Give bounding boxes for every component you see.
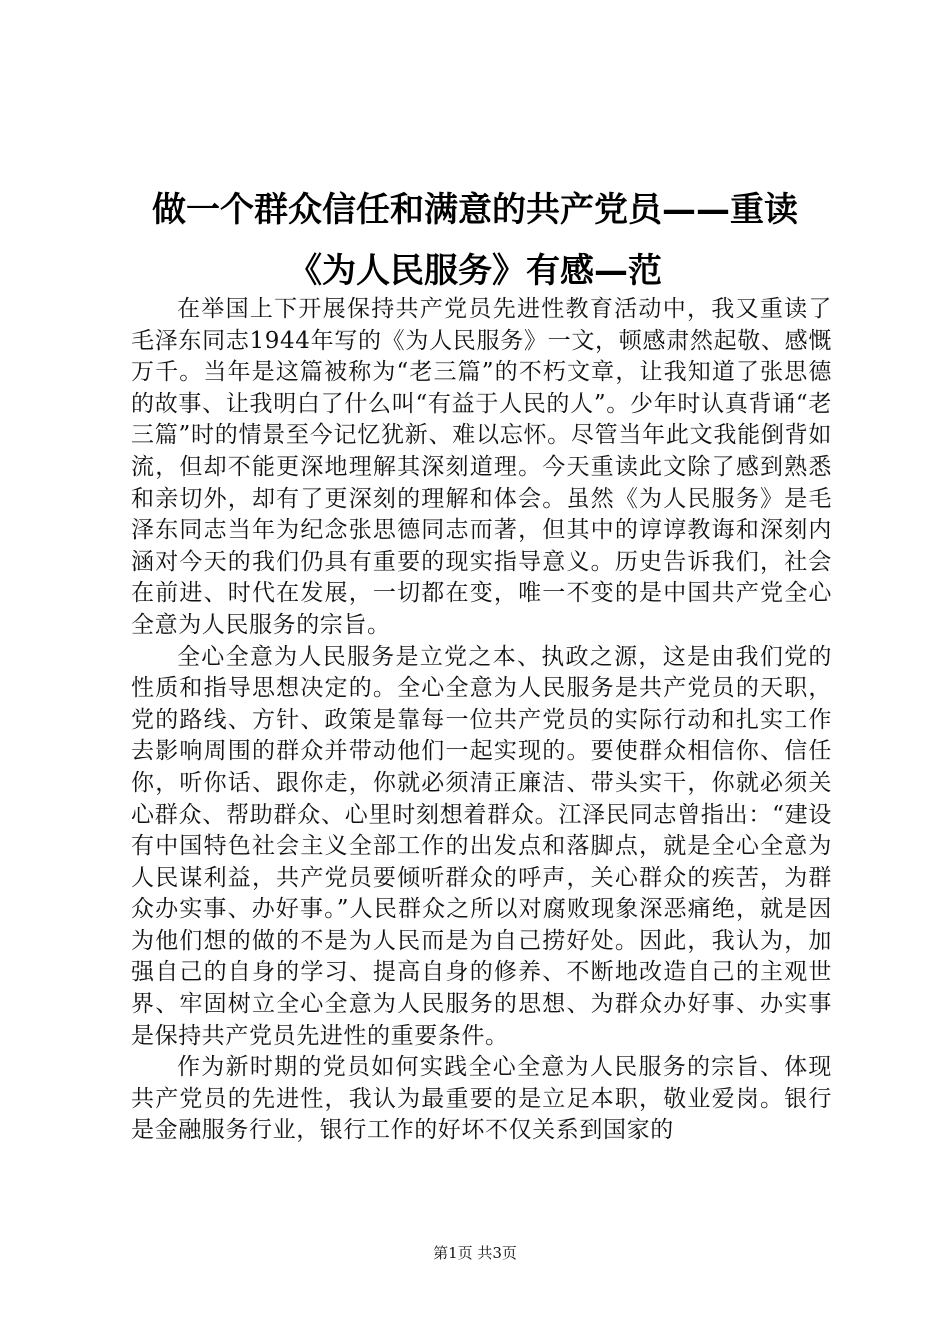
page-footer: 第1页 共3页 [433,1244,517,1262]
paragraph-2: 全心全意为人民服务是立党之本、执政之源，这是由我们党的性质和指导思想决定的。全心全意为人民服务是共产党员的天职，党的路线、方针、政策是靠每一位共产党员的实际行动和扎实工作去影响周围的群众并带动他们一起实现的。要使群众相信你、信任你，听你话、跟你走，你就必须清正廉洁、带头实干，你就必须关心群众、帮助群众、心里时刻想着群众。江泽民同志曾指出：“建设有中国特色社会主义全部工作的出发点和落脚点，就是全心全意为人民谋利益，共产党员要倾听群众的呼声，关心群众的疾苦，为群众办实事、办好事。”人民群众之所以对腐败现象深恶痛绝，就是因为他们想的做的不是为人民而是为自己捞好处。因此，我认为，加强自己的自身的学习、提高自身的修养、不断地改造自己的主观世界、牢固树立全心全意为人民服务的思想、为群众办好事、办实事是保持共产党员先进性的重要条件。 [131,643,832,1049]
paragraph-3: 作为新时期的党员如何实践全心全意为人民服务的宗旨、体现共产党员的先进性，我认为最重要的是立足本职，敬业爱岗。银行是金融服务行业，银行工作的好坏不仅关系到国家的 [131,1054,832,1144]
document-title-line-2: 《为人民服务》有感—范 [288,251,662,291]
document-body [131,294,832,1147]
document-title-line-1: 做一个群众信任和满意的共产党员——重读 [152,190,798,230]
paragraph-1: 在举国上下开展保持共产党员先进性教育活动中，我又重读了毛泽东同志1944年写的《为人民服务》一文，顿感肃然起敬、感慨万千。当年是这篇被称为“老三篇”的不朽文章，让我知道了张思德的故事、让我明白了什么叫“有益于人民的人”。少年时认真背诵“老三篇”时的情景至今记忆犹新、难以忘怀。尽管当年此文我能倒背如流，但却不能更深地理解其深刻道理。今天重读此文除了感到熟悉和亲切外，却有了更深刻的理解和体会。虽然《为人民服务》是毛泽东同志当年为纪念张思德同志而著，但其中的谆谆教诲和深刻内涵对今天的我们仍具有重要的现实指导意义。历史告诉我们，社会在前进、时代在发展，一切都在变，唯一不变的是中国共产党全心全意为人民服务的宗旨。 [131,296,832,638]
